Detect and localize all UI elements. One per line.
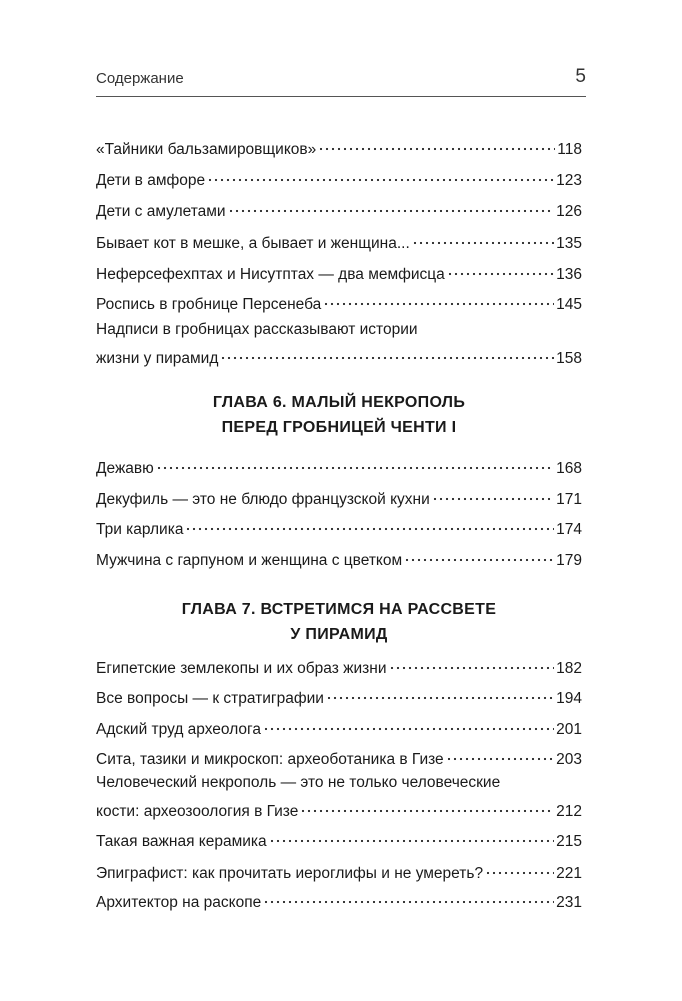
toc-entry-title: Дети с амулетами — [96, 203, 226, 220]
toc-entry[interactable] — [96, 194, 582, 220]
toc-entry-page: 136 — [556, 266, 582, 283]
dot-leader — [263, 712, 554, 734]
toc-entry-page: 212 — [556, 803, 582, 820]
toc-entry-title: Роспись в гробнице Персенеба — [96, 296, 322, 313]
dot-leader — [207, 163, 554, 185]
dot-leader — [228, 194, 555, 216]
running-header — [96, 66, 586, 97]
toc-entry[interactable] — [96, 482, 582, 508]
toc-entry[interactable] — [96, 226, 582, 252]
dot-leader — [412, 226, 554, 248]
toc-entry[interactable] — [96, 742, 582, 768]
toc-entry[interactable] — [96, 681, 582, 707]
dot-leader — [269, 824, 554, 846]
toc-entry-page: 118 — [557, 141, 582, 158]
dot-leader — [404, 543, 554, 565]
toc-entry-title: Три карлика — [96, 521, 184, 538]
chapter-heading-line: ГЛАВА 7. ВСТРЕТИМСЯ НА РАССВЕТЕ — [181, 601, 497, 618]
toc-entry-page: 135 — [556, 235, 582, 252]
dot-leader — [447, 257, 554, 279]
toc-entry-title: Декуфиль — это не блюдо французской кухни — [96, 491, 430, 508]
toc-entry-page: 171 — [556, 491, 582, 508]
toc-entry[interactable] — [96, 651, 582, 677]
toc-entry-title: Архитектор на раскопе — [96, 894, 262, 911]
toc-entry-title: Надписи в гробницах рассказывают истории — [96, 321, 418, 338]
toc-entry-title: Сита, тазики и микроскоп: археоботаника в Гизе — [96, 751, 444, 768]
dot-leader — [485, 856, 554, 878]
toc-entry-title: «Тайники бальзамировщиков» — [96, 141, 317, 158]
toc-entry-title: Неферсефехптах и Нисутптах — два мемфисца — [96, 266, 445, 283]
dot-leader — [326, 681, 554, 703]
toc-entry-page: 182 — [556, 660, 582, 677]
chapter-heading[interactable] — [96, 597, 582, 647]
toc-entry-title: Все вопросы — к стратиграфии — [96, 690, 324, 707]
toc-entry-page: 179 — [556, 552, 582, 569]
dot-leader — [446, 742, 554, 764]
page-number: 5 — [575, 66, 586, 87]
dot-leader — [318, 132, 555, 154]
dot-leader — [300, 794, 554, 816]
toc-entry[interactable] — [96, 543, 582, 569]
toc-entry-page: 158 — [556, 350, 582, 367]
toc-entry[interactable] — [96, 163, 582, 189]
toc-entry-page: 203 — [556, 751, 582, 768]
toc-entry-title: Дежавю — [96, 460, 154, 477]
toc-entry-page: 126 — [556, 203, 582, 220]
toc-entry-page: 194 — [556, 690, 582, 707]
dot-leader — [220, 341, 554, 363]
dot-leader — [432, 482, 554, 504]
chapter-heading-line: ПЕРЕД ГРОБНИЦЕЙ ЧЕНТИ I — [221, 419, 457, 436]
toc-entry-page: 215 — [556, 833, 582, 850]
toc-entry-page: 174 — [556, 521, 582, 538]
toc-entry-page: 221 — [556, 865, 582, 882]
chapter-heading[interactable] — [96, 390, 582, 440]
toc-entry-title: Дети в амфоре — [96, 172, 206, 189]
toc-entry[interactable] — [96, 885, 582, 911]
toc-entry-page: 168 — [556, 460, 582, 477]
dot-leader — [185, 512, 554, 534]
chapter-heading-line: ГЛАВА 6. МАЛЫЙ НЕКРОПОЛЬ — [212, 394, 466, 411]
toc-entry-page: 123 — [556, 172, 582, 189]
dot-leader — [389, 651, 555, 673]
dot-leader — [263, 885, 554, 907]
chapter-heading-line: У ПИРАМИД — [290, 626, 388, 643]
toc-entry[interactable] — [96, 451, 582, 477]
toc-entry-title: Такая важная керамика — [96, 833, 267, 850]
toc-entry[interactable] — [96, 287, 582, 313]
toc-entry[interactable] — [96, 132, 582, 158]
toc-entry-page: 145 — [556, 296, 582, 313]
toc-entry-title: Бывает кот в мешке, а бывает и женщина... — [96, 235, 410, 252]
toc-entry-page: 231 — [556, 894, 582, 911]
toc-entry[interactable] — [96, 257, 582, 283]
toc-entry-title: Мужчина с гарпуном и женщина с цветком — [96, 552, 403, 569]
toc-entry[interactable] — [96, 319, 582, 367]
dot-leader — [323, 287, 554, 309]
toc-entry-title-cont: жизни у пирамид — [96, 350, 219, 367]
toc-entry[interactable] — [96, 772, 582, 820]
toc-entry-title: Человеческий некрополь — это не только человеческие — [96, 774, 501, 791]
running-header-title: Содержание — [96, 70, 184, 87]
toc-entry[interactable] — [96, 824, 582, 850]
toc-entry-title: Эпиграфист: как прочитать иероглифы и не умереть? — [96, 865, 484, 882]
toc-entry-page: 201 — [556, 721, 582, 738]
toc-entry[interactable] — [96, 856, 582, 882]
dot-leader — [156, 451, 554, 473]
toc-entry-title-cont: кости: археозоология в Гизе — [96, 803, 299, 820]
toc-entry[interactable] — [96, 712, 582, 738]
toc-entry-title: Адский труд археолога — [96, 721, 261, 738]
toc-entry-title: Египетские землекопы и их образ жизни — [96, 660, 387, 677]
toc-entry[interactable] — [96, 512, 582, 538]
